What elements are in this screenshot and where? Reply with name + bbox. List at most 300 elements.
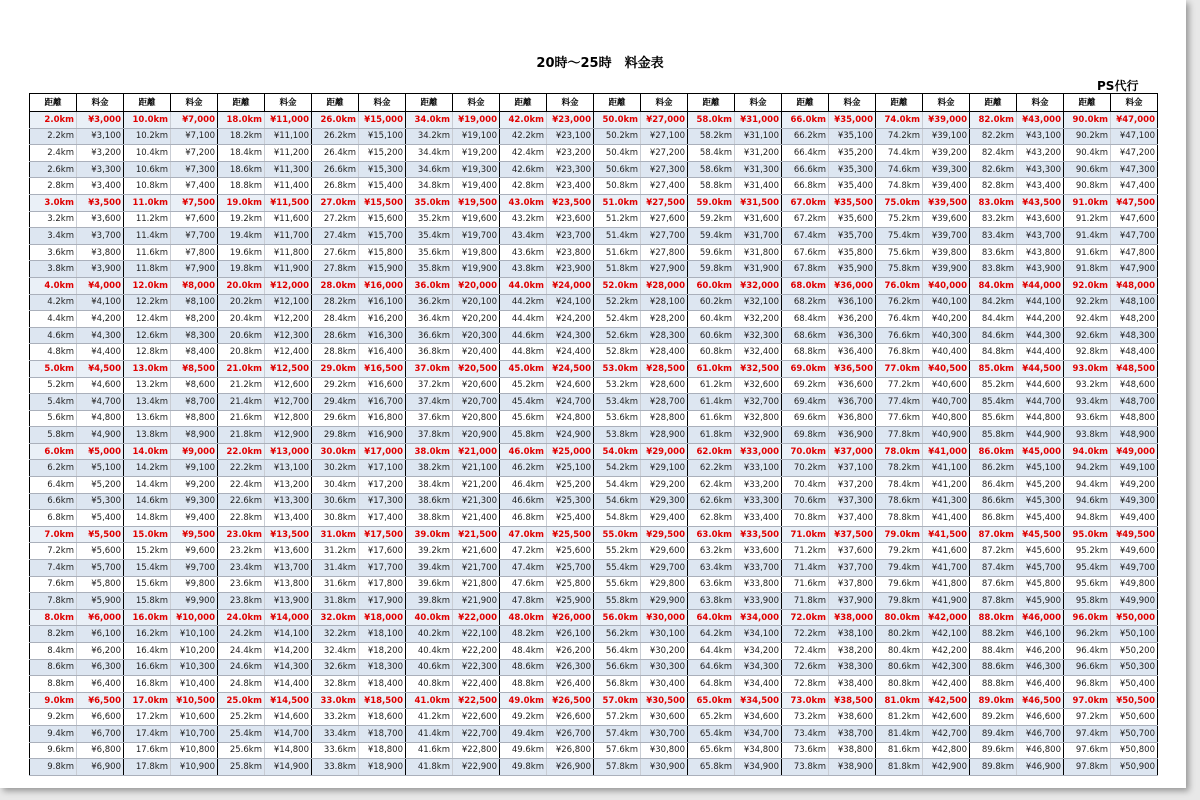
fare-cell: ¥11,100	[265, 128, 312, 145]
distance-cell: 22.2km	[218, 460, 265, 477]
fare-cell: ¥35,900	[829, 261, 876, 278]
fare-cell: ¥50,900	[1111, 759, 1158, 776]
fare-cell: ¥47,900	[1111, 261, 1158, 278]
distance-cell: 20.0km	[218, 277, 265, 294]
distance-cell: 80.4km	[876, 643, 923, 660]
distance-cell: 80.8km	[876, 676, 923, 693]
fare-cell: ¥23,400	[547, 178, 594, 195]
distance-cell: 36.8km	[406, 344, 453, 361]
fare-cell: ¥41,000	[923, 443, 970, 460]
distance-cell: 20.6km	[218, 327, 265, 344]
fare-cell: ¥29,000	[641, 443, 688, 460]
fare-cell: ¥24,300	[547, 327, 594, 344]
fare-cell: ¥24,100	[547, 294, 594, 311]
fare-cell: ¥26,200	[547, 643, 594, 660]
distance-cell: 91.2km	[1064, 211, 1111, 228]
fare-cell: ¥12,400	[265, 344, 312, 361]
distance-cell: 87.6km	[970, 576, 1017, 593]
distance-cell: 89.2km	[970, 709, 1017, 726]
distance-cell: 91.8km	[1064, 261, 1111, 278]
fare-cell: ¥34,900	[735, 759, 782, 776]
fare-cell: ¥40,700	[923, 394, 970, 411]
distance-cell: 61.8km	[688, 427, 735, 444]
distance-cell: 13.0km	[124, 360, 171, 377]
distance-cell: 69.4km	[782, 394, 829, 411]
fare-cell: ¥22,900	[453, 759, 500, 776]
distance-cell: 70.8km	[782, 510, 829, 527]
fare-cell: ¥26,000	[547, 609, 594, 626]
fare-cell: ¥27,500	[641, 194, 688, 211]
fare-cell: ¥35,000	[829, 112, 876, 129]
distance-cell: 80.2km	[876, 626, 923, 643]
distance-cell: 37.8km	[406, 427, 453, 444]
distance-cell: 50.6km	[594, 161, 641, 178]
fare-cell: ¥42,000	[923, 609, 970, 626]
distance-cell: 86.4km	[970, 477, 1017, 494]
distance-cell: 45.4km	[500, 394, 547, 411]
distance-cell: 25.4km	[218, 725, 265, 742]
distance-cell: 48.6km	[500, 659, 547, 676]
distance-cell: 41.6km	[406, 742, 453, 759]
distance-cell: 75.6km	[876, 244, 923, 261]
distance-cell: 83.4km	[970, 228, 1017, 245]
header-distance: 距離	[594, 94, 641, 112]
fare-cell: ¥17,900	[359, 593, 406, 610]
table-row	[30, 145, 1158, 162]
distance-cell: 77.0km	[876, 360, 923, 377]
fare-cell: ¥40,000	[923, 277, 970, 294]
distance-cell: 57.6km	[594, 742, 641, 759]
fare-cell: ¥44,700	[1017, 394, 1064, 411]
distance-cell: 89.8km	[970, 759, 1017, 776]
distance-cell: 42.4km	[500, 145, 547, 162]
fare-cell: ¥21,600	[453, 543, 500, 560]
fare-cell: ¥19,300	[453, 161, 500, 178]
table-row	[30, 510, 1158, 527]
fare-cell: ¥36,900	[829, 427, 876, 444]
distance-cell: 25.8km	[218, 759, 265, 776]
fare-cell: ¥8,700	[171, 394, 218, 411]
fare-cell: ¥30,300	[641, 659, 688, 676]
distance-cell: 24.0km	[218, 609, 265, 626]
fare-cell: ¥34,000	[735, 609, 782, 626]
distance-cell: 87.4km	[970, 560, 1017, 577]
fare-cell: ¥10,300	[171, 659, 218, 676]
table-row	[30, 327, 1158, 344]
distance-cell: 33.6km	[312, 742, 359, 759]
distance-cell: 16.2km	[124, 626, 171, 643]
distance-cell: 79.0km	[876, 526, 923, 543]
fare-cell: ¥39,500	[923, 194, 970, 211]
fare-cell: ¥3,700	[77, 228, 124, 245]
fare-cell: ¥42,200	[923, 643, 970, 660]
table-row	[30, 609, 1158, 626]
table-row	[30, 443, 1158, 460]
distance-cell: 64.4km	[688, 643, 735, 660]
distance-cell: 3.4km	[30, 228, 77, 245]
distance-cell: 57.8km	[594, 759, 641, 776]
fare-cell: ¥24,700	[547, 394, 594, 411]
distance-cell: 77.6km	[876, 410, 923, 427]
fare-cell: ¥33,200	[735, 477, 782, 494]
fare-cell: ¥47,600	[1111, 211, 1158, 228]
distance-cell: 56.6km	[594, 659, 641, 676]
distance-cell: 82.2km	[970, 128, 1017, 145]
distance-cell: 40.6km	[406, 659, 453, 676]
distance-cell: 39.2km	[406, 543, 453, 560]
distance-cell: 31.4km	[312, 560, 359, 577]
fare-cell: ¥48,900	[1111, 427, 1158, 444]
distance-cell: 83.6km	[970, 244, 1017, 261]
distance-cell: 59.8km	[688, 261, 735, 278]
distance-cell: 46.6km	[500, 493, 547, 510]
distance-cell: 88.8km	[970, 676, 1017, 693]
distance-cell: 88.6km	[970, 659, 1017, 676]
fare-cell: ¥4,800	[77, 410, 124, 427]
fare-cell: ¥31,400	[735, 178, 782, 195]
fare-cell: ¥40,100	[923, 294, 970, 311]
fare-cell: ¥49,600	[1111, 543, 1158, 560]
fare-cell: ¥47,300	[1111, 161, 1158, 178]
table-row	[30, 676, 1158, 693]
distance-cell: 8.0km	[30, 609, 77, 626]
distance-cell: 33.8km	[312, 759, 359, 776]
distance-cell: 63.8km	[688, 593, 735, 610]
distance-cell: 32.6km	[312, 659, 359, 676]
distance-cell: 84.8km	[970, 344, 1017, 361]
fare-cell: ¥12,100	[265, 294, 312, 311]
fare-cell: ¥48,200	[1111, 311, 1158, 328]
header-distance: 距離	[876, 94, 923, 112]
fare-cell: ¥11,300	[265, 161, 312, 178]
fare-cell: ¥39,400	[923, 178, 970, 195]
distance-cell: 25.6km	[218, 742, 265, 759]
fare-cell: ¥27,300	[641, 161, 688, 178]
distance-cell: 27.4km	[312, 228, 359, 245]
distance-cell: 5.4km	[30, 394, 77, 411]
distance-cell: 33.0km	[312, 692, 359, 709]
distance-cell: 76.2km	[876, 294, 923, 311]
fare-cell: ¥23,200	[547, 145, 594, 162]
fare-cell: ¥27,100	[641, 128, 688, 145]
table-row	[30, 344, 1158, 361]
fare-cell: ¥50,600	[1111, 709, 1158, 726]
distance-cell: 72.2km	[782, 626, 829, 643]
fare-cell: ¥44,100	[1017, 294, 1064, 311]
distance-cell: 77.8km	[876, 427, 923, 444]
distance-cell: 89.0km	[970, 692, 1017, 709]
fare-cell: ¥47,200	[1111, 145, 1158, 162]
distance-cell: 23.2km	[218, 543, 265, 560]
fare-cell: ¥39,900	[923, 261, 970, 278]
distance-cell: 16.4km	[124, 643, 171, 660]
distance-cell: 40.0km	[406, 609, 453, 626]
fare-cell: ¥49,300	[1111, 493, 1158, 510]
fare-cell: ¥18,400	[359, 676, 406, 693]
fare-cell: ¥23,900	[547, 261, 594, 278]
distance-cell: 79.2km	[876, 543, 923, 560]
distance-cell: 63.4km	[688, 560, 735, 577]
fare-cell: ¥4,400	[77, 344, 124, 361]
distance-cell: 75.0km	[876, 194, 923, 211]
distance-cell: 68.8km	[782, 344, 829, 361]
distance-cell: 44.6km	[500, 327, 547, 344]
fare-cell: ¥11,600	[265, 211, 312, 228]
fare-cell: ¥15,100	[359, 128, 406, 145]
fare-cell: ¥11,000	[265, 112, 312, 129]
fare-cell: ¥40,300	[923, 327, 970, 344]
distance-cell: 85.4km	[970, 394, 1017, 411]
distance-cell: 95.2km	[1064, 543, 1111, 560]
fare-cell: ¥7,000	[171, 112, 218, 129]
distance-cell: 49.2km	[500, 709, 547, 726]
distance-cell: 7.2km	[30, 543, 77, 560]
fare-cell: ¥8,900	[171, 427, 218, 444]
fare-cell: ¥45,100	[1017, 460, 1064, 477]
table-row	[30, 692, 1158, 709]
fare-cell: ¥16,200	[359, 311, 406, 328]
distance-cell: 72.8km	[782, 676, 829, 693]
distance-cell: 45.0km	[500, 360, 547, 377]
fare-cell: ¥6,400	[77, 676, 124, 693]
fare-cell: ¥45,700	[1017, 560, 1064, 577]
fare-cell: ¥19,200	[453, 145, 500, 162]
distance-cell: 81.2km	[876, 709, 923, 726]
distance-cell: 30.2km	[312, 460, 359, 477]
fare-cell: ¥29,700	[641, 560, 688, 577]
distance-cell: 9.8km	[30, 759, 77, 776]
distance-cell: 90.2km	[1064, 128, 1111, 145]
distance-cell: 58.0km	[688, 112, 735, 129]
fare-cell: ¥16,900	[359, 427, 406, 444]
fare-cell: ¥49,100	[1111, 460, 1158, 477]
fare-cell: ¥45,200	[1017, 477, 1064, 494]
distance-cell: 21.2km	[218, 377, 265, 394]
distance-cell: 61.0km	[688, 360, 735, 377]
distance-cell: 42.6km	[500, 161, 547, 178]
fare-cell: ¥13,800	[265, 576, 312, 593]
distance-cell: 3.0km	[30, 194, 77, 211]
distance-cell: 73.6km	[782, 742, 829, 759]
distance-cell: 41.8km	[406, 759, 453, 776]
fare-cell: ¥14,300	[265, 659, 312, 676]
distance-cell: 74.8km	[876, 178, 923, 195]
distance-cell: 81.6km	[876, 742, 923, 759]
fare-cell: ¥15,500	[359, 194, 406, 211]
fare-cell: ¥33,000	[735, 443, 782, 460]
fare-cell: ¥14,900	[265, 759, 312, 776]
distance-cell: 44.4km	[500, 311, 547, 328]
fare-cell: ¥11,400	[265, 178, 312, 195]
fare-cell: ¥32,100	[735, 294, 782, 311]
header-distance: 距離	[218, 94, 265, 112]
fare-cell: ¥16,700	[359, 394, 406, 411]
table-row	[30, 294, 1158, 311]
header-distance: 距離	[312, 94, 359, 112]
distance-cell: 71.6km	[782, 576, 829, 593]
fare-cell: ¥10,600	[171, 709, 218, 726]
distance-cell: 39.6km	[406, 576, 453, 593]
fare-cell: ¥41,600	[923, 543, 970, 560]
fare-cell: ¥13,600	[265, 543, 312, 560]
distance-cell: 15.8km	[124, 593, 171, 610]
fare-cell: ¥19,800	[453, 244, 500, 261]
distance-cell: 5.2km	[30, 377, 77, 394]
distance-cell: 91.4km	[1064, 228, 1111, 245]
fare-cell: ¥16,800	[359, 410, 406, 427]
table-row	[30, 543, 1158, 560]
distance-cell: 5.0km	[30, 360, 77, 377]
fare-cell: ¥31,500	[735, 194, 782, 211]
fare-cell: ¥10,400	[171, 676, 218, 693]
distance-cell: 68.6km	[782, 327, 829, 344]
distance-cell: 34.6km	[406, 161, 453, 178]
distance-cell: 14.4km	[124, 477, 171, 494]
distance-cell: 86.0km	[970, 443, 1017, 460]
fare-cell: ¥30,200	[641, 643, 688, 660]
table-row	[30, 277, 1158, 294]
distance-cell: 20.8km	[218, 344, 265, 361]
fare-cell: ¥45,500	[1017, 526, 1064, 543]
fare-cell: ¥37,900	[829, 593, 876, 610]
fare-cell: ¥5,900	[77, 593, 124, 610]
fare-cell: ¥17,300	[359, 493, 406, 510]
distance-cell: 14.6km	[124, 493, 171, 510]
fare-cell: ¥9,400	[171, 510, 218, 527]
distance-cell: 11.8km	[124, 261, 171, 278]
table-row	[30, 410, 1158, 427]
header-distance: 距離	[782, 94, 829, 112]
fare-cell: ¥31,700	[735, 228, 782, 245]
fare-cell: ¥42,500	[923, 692, 970, 709]
fare-cell: ¥33,700	[735, 560, 782, 577]
fare-cell: ¥12,300	[265, 327, 312, 344]
distance-cell: 86.2km	[970, 460, 1017, 477]
distance-cell: 11.0km	[124, 194, 171, 211]
table-row	[30, 643, 1158, 660]
page-title: 20時〜25時 料金表	[536, 56, 664, 71]
fare-cell: ¥4,200	[77, 311, 124, 328]
distance-cell: 81.4km	[876, 725, 923, 742]
distance-cell: 35.4km	[406, 228, 453, 245]
fare-cell: ¥46,900	[1017, 759, 1064, 776]
distance-cell: 7.8km	[30, 593, 77, 610]
distance-cell: 65.6km	[688, 742, 735, 759]
distance-cell: 29.6km	[312, 410, 359, 427]
table-row	[30, 360, 1158, 377]
header-fare: 料金	[359, 94, 406, 112]
distance-cell: 18.0km	[218, 112, 265, 129]
distance-cell: 66.6km	[782, 161, 829, 178]
fare-cell: ¥6,900	[77, 759, 124, 776]
fare-cell: ¥21,700	[453, 560, 500, 577]
fare-cell: ¥36,700	[829, 394, 876, 411]
distance-cell: 11.2km	[124, 211, 171, 228]
fare-cell: ¥18,700	[359, 725, 406, 742]
distance-cell: 29.2km	[312, 377, 359, 394]
distance-cell: 97.8km	[1064, 759, 1111, 776]
fare-cell: ¥44,400	[1017, 344, 1064, 361]
distance-cell: 87.2km	[970, 543, 1017, 560]
distance-cell: 74.2km	[876, 128, 923, 145]
fare-cell: ¥42,100	[923, 626, 970, 643]
fare-cell: ¥33,400	[735, 510, 782, 527]
distance-cell: 48.4km	[500, 643, 547, 660]
distance-cell: 62.2km	[688, 460, 735, 477]
distance-cell: 83.8km	[970, 261, 1017, 278]
fare-cell: ¥29,600	[641, 543, 688, 560]
distance-cell: 21.4km	[218, 394, 265, 411]
distance-cell: 20.2km	[218, 294, 265, 311]
distance-cell: 69.8km	[782, 427, 829, 444]
fare-cell: ¥36,400	[829, 344, 876, 361]
fare-cell: ¥16,600	[359, 377, 406, 394]
distance-cell: 32.2km	[312, 626, 359, 643]
fare-cell: ¥12,700	[265, 394, 312, 411]
fare-cell: ¥42,300	[923, 659, 970, 676]
fare-cell: ¥18,800	[359, 742, 406, 759]
fare-cell: ¥30,400	[641, 676, 688, 693]
fare-cell: ¥15,000	[359, 112, 406, 129]
distance-cell: 42.2km	[500, 128, 547, 145]
distance-cell: 67.4km	[782, 228, 829, 245]
distance-cell: 74.4km	[876, 145, 923, 162]
distance-cell: 55.8km	[594, 593, 641, 610]
distance-cell: 16.8km	[124, 676, 171, 693]
distance-cell: 54.0km	[594, 443, 641, 460]
distance-cell: 88.0km	[970, 609, 1017, 626]
header-fare: 料金	[923, 94, 970, 112]
fare-cell: ¥24,400	[547, 344, 594, 361]
distance-cell: 86.6km	[970, 493, 1017, 510]
distance-cell: 27.6km	[312, 244, 359, 261]
fare-cell: ¥32,400	[735, 344, 782, 361]
fare-cell: ¥44,600	[1017, 377, 1064, 394]
fare-cell: ¥46,700	[1017, 725, 1064, 742]
distance-cell: 3.2km	[30, 211, 77, 228]
distance-cell: 9.0km	[30, 692, 77, 709]
distance-cell: 85.6km	[970, 410, 1017, 427]
fare-cell: ¥39,700	[923, 228, 970, 245]
distance-cell: 51.4km	[594, 228, 641, 245]
distance-cell: 84.0km	[970, 277, 1017, 294]
distance-cell: 30.0km	[312, 443, 359, 460]
fare-cell: ¥16,500	[359, 360, 406, 377]
header-distance: 距離	[500, 94, 547, 112]
distance-cell: 74.6km	[876, 161, 923, 178]
distance-cell: 37.4km	[406, 394, 453, 411]
distance-cell: 2.0km	[30, 112, 77, 129]
distance-cell: 15.4km	[124, 560, 171, 577]
fare-cell: ¥38,100	[829, 626, 876, 643]
distance-cell: 34.4km	[406, 145, 453, 162]
fare-cell: ¥20,200	[453, 311, 500, 328]
distance-cell: 39.0km	[406, 526, 453, 543]
fare-cell: ¥5,300	[77, 493, 124, 510]
distance-cell: 51.6km	[594, 244, 641, 261]
fare-cell: ¥15,700	[359, 228, 406, 245]
fare-cell: ¥29,100	[641, 460, 688, 477]
fare-cell: ¥47,000	[1111, 112, 1158, 129]
fare-cell: ¥11,700	[265, 228, 312, 245]
fare-cell: ¥21,800	[453, 576, 500, 593]
distance-cell: 75.8km	[876, 261, 923, 278]
distance-cell: 42.0km	[500, 112, 547, 129]
fare-cell: ¥41,900	[923, 593, 970, 610]
fare-cell: ¥42,900	[923, 759, 970, 776]
fare-cell: ¥5,700	[77, 560, 124, 577]
fare-cell: ¥31,000	[735, 112, 782, 129]
